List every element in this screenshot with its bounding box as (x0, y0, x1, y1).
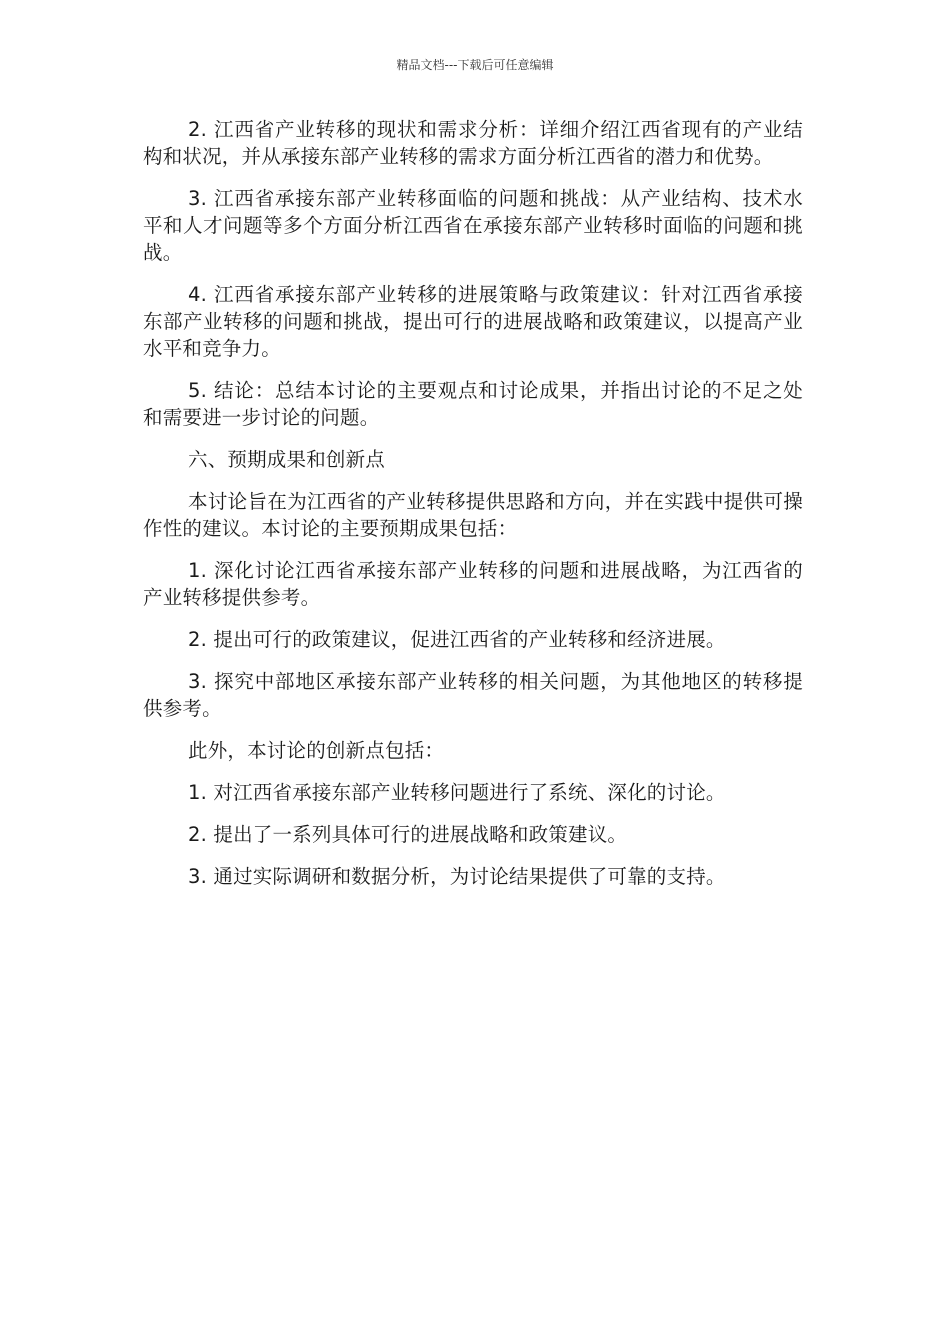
innovation-item-3: 3. 通过实际调研和数据分析，为讨论结果提供了可靠的支持。 (188, 865, 726, 888)
page-header: 精品文档---下载后可任意编辑 (396, 58, 554, 72)
innovation-item-2: 2. 提出了一系列具体可行的进展战略和政策建议。 (188, 823, 628, 846)
result-item-1: 1. 深化讨论江西省承接东部产业转移的问题和进展战略，为江西省的产业转移提供参考。 (143, 559, 803, 609)
document-body (143, 116, 803, 905)
result-item-3: 3. 探究中部地区承接东部产业转移的相关问题，为其他地区的转移提供参考。 (143, 670, 803, 720)
paragraph-results-intro: 本讨论旨在为江西省的产业转移提供思路和方向，并在实践中提供可操作性的建议。本讨论的主要预期成果包括： (143, 490, 803, 540)
paragraph-item-2-analysis: 2. 江西省产业转移的现状和需求分析：详细介绍江西省现有的产业结构和状况，并从承接东部产业转移的需求方面分析江西省的潜力和优势。 (143, 118, 803, 168)
result-item-2: 2. 提出可行的政策建议，促进江西省的产业转移和经济进展。 (188, 628, 726, 651)
innovation-item-1: 1. 对江西省承接东部产业转移问题进行了系统、深化的讨论。 (188, 781, 726, 804)
section-heading-expected-results: 六、预期成果和创新点 (188, 448, 386, 471)
paragraph-innovation-intro: 此外，本讨论的创新点包括： (188, 739, 445, 762)
paragraph-item-5-conclusion: 5. 结论：总结本讨论的主要观点和讨论成果，并指出讨论的不足之处和需要进一步讨论的问题。 (143, 379, 803, 429)
paragraph-item-3-problems: 3. 江西省承接东部产业转移面临的问题和挑战：从产业结构、技术水平和人才问题等多个方面分析江西省在承接东部产业转移时面临的问题和挑战。 (143, 187, 803, 264)
paragraph-item-4-strategy: 4. 江西省承接东部产业转移的进展策略与政策建议：针对江西省承接东部产业转移的问题和挑战，提出可行的进展战略和政策建议，以提高产业水平和竞争力。 (143, 283, 803, 360)
